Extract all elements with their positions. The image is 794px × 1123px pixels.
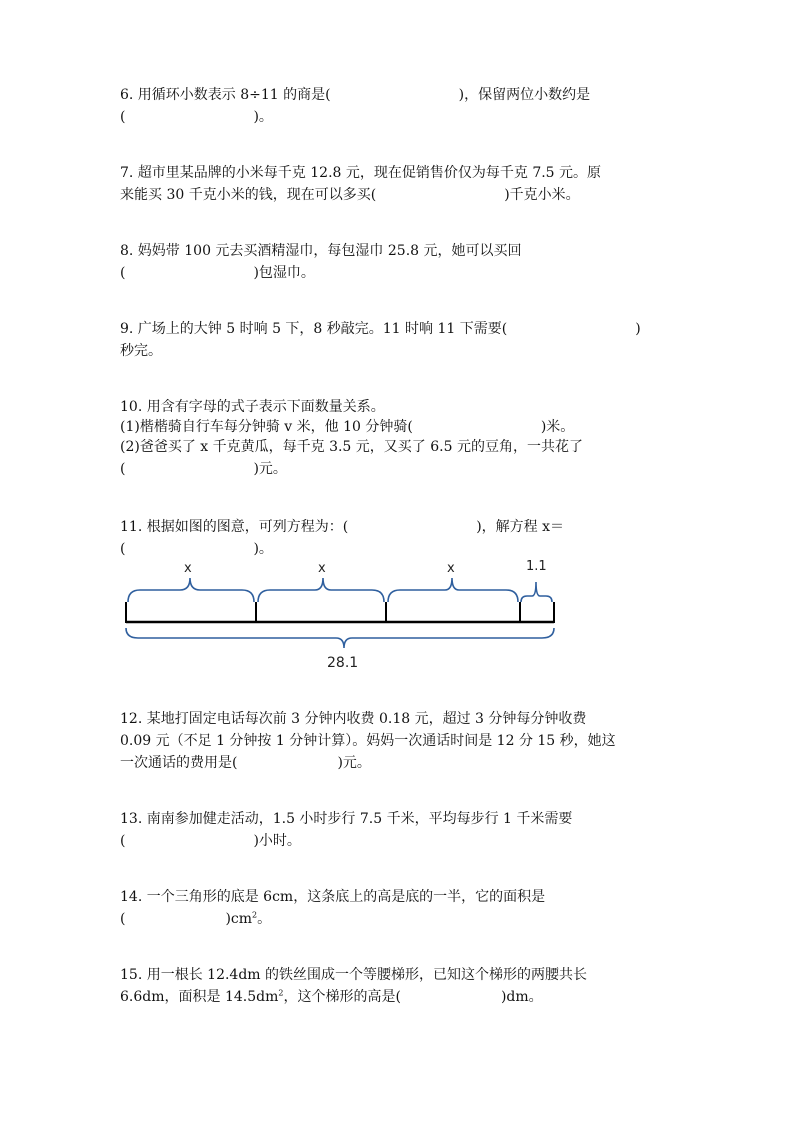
brace-segment-4 <box>521 582 552 602</box>
q10-line-2: (1)楷楷骑自行车每分钟骑 v 米，他 10 分钟骑( )米。 <box>120 419 575 435</box>
q9-line-1: 9. 广场上的大钟 5 时响 5 下，8 秒敲完。11 时响 11 下需要( ) <box>120 321 641 337</box>
q6-line-1: 6. 用循环小数表示 8÷11 的商是( )，保留两位小数约是 <box>120 87 591 103</box>
q9-line-2: 秒完。 <box>120 343 162 359</box>
q15-line-1: 15. 用一根长 12.4dm 的铁丝围成一个等腰梯形，已知这个梯形的两腰共长 <box>120 967 588 983</box>
total-label: 28.1 <box>327 655 359 671</box>
segment-label-4: 1.1 <box>526 559 547 574</box>
q6-line-2: ( )。 <box>120 109 273 125</box>
q14-line-1: 14. 一个三角形的底是 6cm，这条底上的高是底的一半，它的面积是 <box>120 889 546 905</box>
segment-diagram <box>110 552 570 672</box>
q12-line-2: 0.09 元（不足 1 分钟按 1 分钟计算）。妈妈一次通话时间是 12 分 15 秒，她这 <box>120 733 616 749</box>
q7-line-1: 7. 超市里某品牌的小米每千克 12.8 元，现在促销售价仅为每千克 7.5 元。原 <box>120 165 602 181</box>
brace-segment-1 <box>128 578 254 602</box>
q8-line-1: 8. 妈妈带 100 元去买酒精湿巾，每包湿巾 25.8 元，她可以买回 <box>120 243 522 259</box>
q14-line-2: ( )$cm^2$。 <box>120 910 272 927</box>
q12-line-1: 12. 某地打固定电话每次前 3 分钟内收费 0.18 元，超过 3 分钟每分钟收费 <box>120 711 587 727</box>
brace-segment-3 <box>388 578 518 602</box>
q10-line-4: ( )元。 <box>120 461 287 477</box>
brace-segment-2 <box>258 578 384 602</box>
q11-line-1: 11. 根据如图的图意，可列方程为：( )，解方程 x＝ <box>120 519 564 535</box>
q8-line-2: ( )包湿巾。 <box>120 265 315 281</box>
q15-line-2: 6.6dm，面积是 $14.5dm^2$，这个梯形的高是( )dm。 <box>120 988 543 1005</box>
q10-line-3: (2)爸爸买了 x 千克黄瓜，每千克 3.5 元，又买了 6.5 元的豆角，一共花了 <box>120 439 583 455</box>
segment-label-3: x <box>447 561 455 576</box>
segment-label-1: x <box>184 561 192 576</box>
q10-line-1: 10. 用含有字母的式子表示下面数量关系。 <box>120 399 385 415</box>
segment-label-2: x <box>318 561 326 576</box>
q12-line-3: 一次通话的费用是( )元。 <box>120 755 371 771</box>
q13-line-2: ( )小时。 <box>120 833 301 849</box>
q7-line-2: 来能买 30 千克小米的钱，现在可以多买( )千克小米。 <box>120 187 580 203</box>
brace-total <box>126 628 554 648</box>
q13-line-1: 13. 南南参加健走活动，1.5 小时步行 7.5 千米，平均每步行 1 千米需要 <box>120 811 573 827</box>
q11-line-2: ( )。 <box>120 541 273 557</box>
